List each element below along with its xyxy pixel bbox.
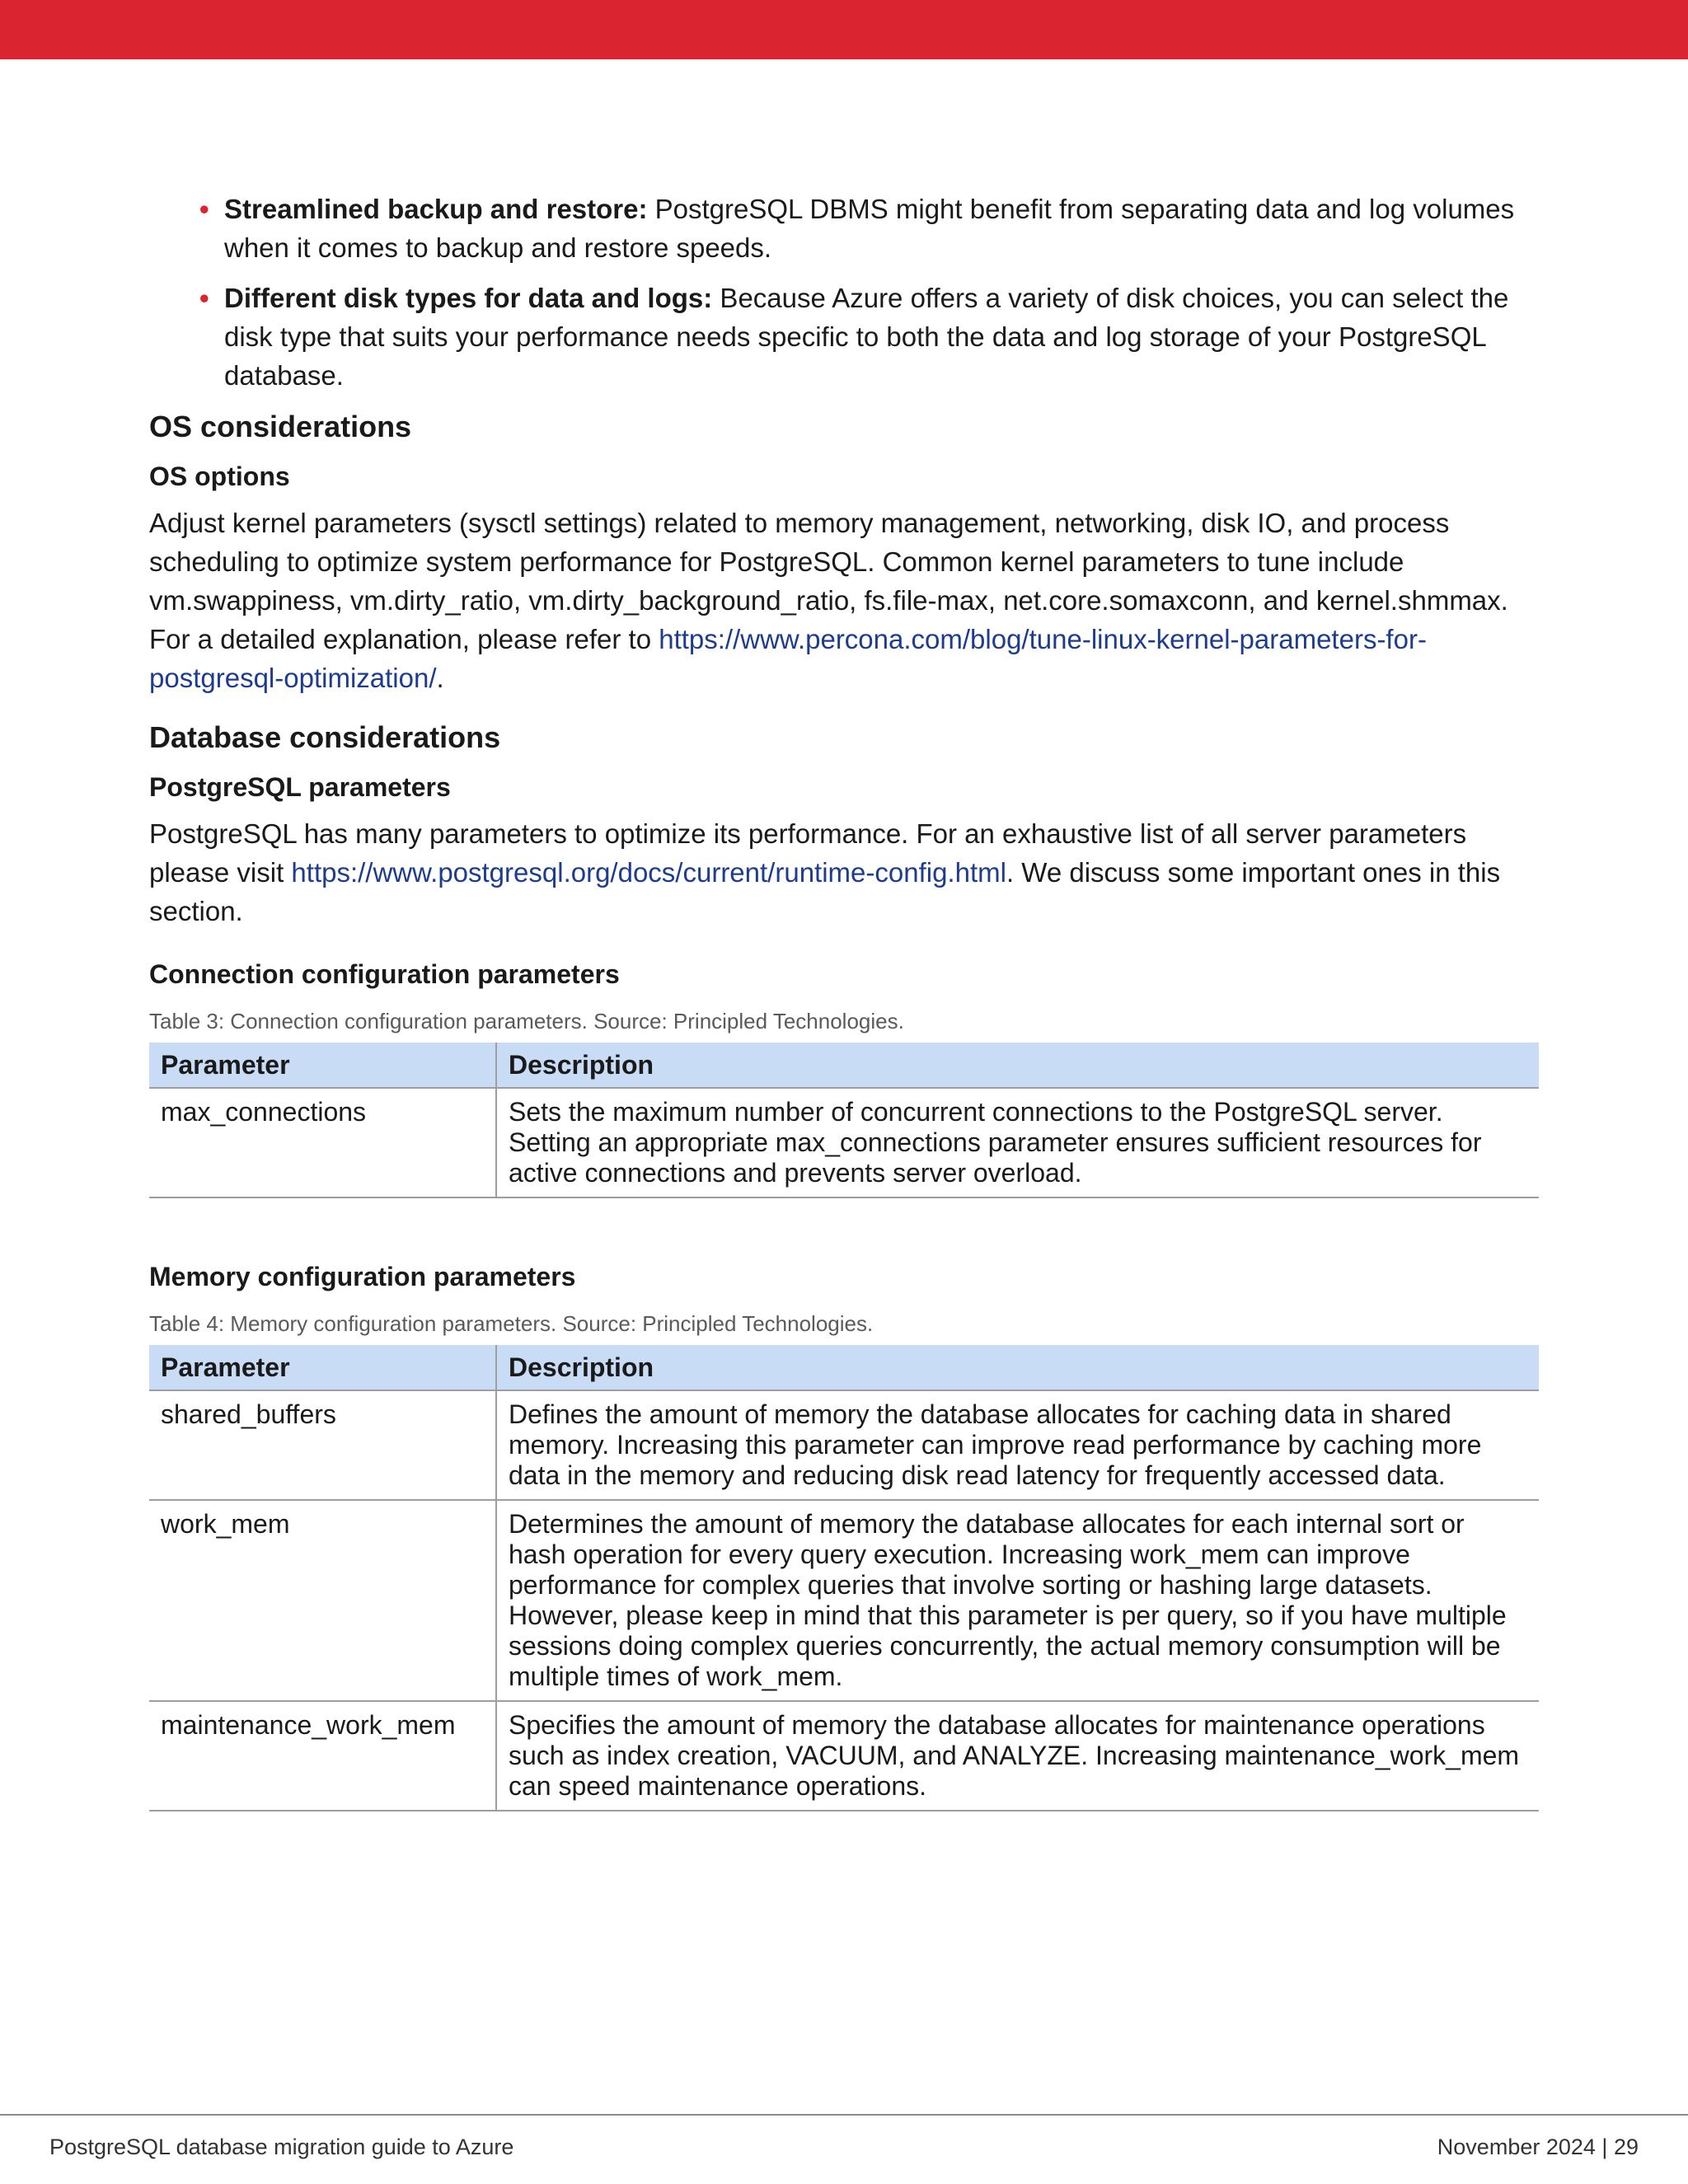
bullet-text: Because Azure offers a variety of disk choices, you can select the disk type that suits your performance needs specific to both the data and log storage of your PostgreSQL database. bbox=[224, 283, 1509, 391]
table-header-row bbox=[149, 1043, 1539, 1088]
os-heading: OS considerations bbox=[149, 410, 412, 443]
bullet-dot-icon: • bbox=[199, 283, 209, 313]
list-item bbox=[199, 190, 1542, 267]
param-description: Specifies the amount of memory the database allocates for maintenance operations such as index creation, VACUUM, and ANALYZE. Increasing maintenance_work_mem can speed maintenance operations. bbox=[496, 1701, 1539, 1811]
os-subheading: OS options bbox=[149, 462, 290, 491]
db-subheading: PostgreSQL parameters bbox=[149, 772, 451, 802]
column-header-description: Description bbox=[496, 1043, 1539, 1088]
bullet-term: Different disk types for data and logs: bbox=[224, 283, 713, 313]
table3-heading: Connection configuration parameters bbox=[149, 959, 620, 989]
table-row bbox=[149, 1390, 1539, 1500]
connection-params-table bbox=[149, 1043, 1539, 1198]
table-row bbox=[149, 1088, 1539, 1197]
param-description: Determines the amount of memory the database allocates for each internal sort or hash operation for every query execution. Increasing work_mem can improve performance for complex queries that involve sorting or hashing large datasets. However, please keep in mind that this parameter is per query, so if you have multiple sessions doing complex queries concurrently, the actual memory consumption will be multiple times of work_mem. bbox=[496, 1500, 1539, 1701]
footer-date: November 2024 bbox=[1437, 2135, 1596, 2159]
header-accent-bar bbox=[0, 0, 1688, 59]
db-paragraph bbox=[149, 814, 1542, 930]
column-header-description: Description bbox=[496, 1345, 1539, 1390]
footer-page-info bbox=[1437, 2135, 1639, 2160]
param-name: maintenance_work_mem bbox=[149, 1701, 496, 1811]
table3-caption: Table 3: Connection configuration parameters. Source: Principled Technologies. bbox=[149, 1009, 904, 1033]
table4-heading: Memory configuration parameters bbox=[149, 1262, 576, 1291]
bullet-term: Streamlined backup and restore: bbox=[224, 194, 648, 224]
table-header-row bbox=[149, 1345, 1539, 1390]
os-paragraph bbox=[149, 504, 1542, 697]
footer-separator: | bbox=[1595, 2135, 1614, 2159]
db-paragraph-end: . We discuss some important ones in this section. bbox=[149, 857, 1501, 926]
table-row bbox=[149, 1701, 1539, 1811]
list-item bbox=[199, 279, 1542, 395]
bullet-text: PostgreSQL DBMS might benefit from separating data and log volumes when it comes to backup and restore speeds. bbox=[224, 194, 1515, 263]
bullet-dot-icon: • bbox=[199, 194, 209, 224]
db-paragraph-text: PostgreSQL has many parameters to optimize its performance. For an exhaustive list of all server parameters please visit bbox=[149, 818, 1467, 888]
percona-link[interactable]: https://www.percona.com/blog/tune-linux-kernel-parameters-for-postgresql-optimization/ bbox=[149, 624, 1427, 693]
page-content bbox=[149, 190, 1542, 1811]
bullet-list bbox=[199, 190, 1542, 395]
param-description: Defines the amount of memory the database allocates for caching data in shared memory. Increasing this parameter can improve read performance by caching more data in the memory and reducing disk read latency for frequently accessed data. bbox=[496, 1390, 1539, 1500]
db-heading: Database considerations bbox=[149, 720, 501, 754]
os-paragraph-text: Adjust kernel parameters (sysctl settings) related to memory management, networking, disk IO, and process scheduling to optimize system performance for PostgreSQL. Common kernel parameters to tune include vm.swappiness, vm.dirty_ratio, vm.dirty_background_ratio, fs.file-max, net.core.somaxconn, and kernel.shmmax. For a detailed explanation, please refer to bbox=[149, 508, 1508, 654]
table-row bbox=[149, 1500, 1539, 1701]
column-header-parameter: Parameter bbox=[149, 1345, 496, 1390]
footer-title: PostgreSQL database migration guide to Azure bbox=[49, 2135, 514, 2159]
param-name: shared_buffers bbox=[149, 1390, 496, 1500]
table4-caption: Table 4: Memory configuration parameters. Source: Principled Technologies. bbox=[149, 1311, 874, 1336]
footer-divider bbox=[0, 2114, 1688, 2116]
page-number: 29 bbox=[1613, 2135, 1639, 2159]
memory-params-table bbox=[149, 1345, 1539, 1811]
os-paragraph-end: . bbox=[436, 663, 444, 693]
postgresql-docs-link[interactable]: https://www.postgresql.org/docs/current/runtime-config.html bbox=[291, 857, 1006, 888]
param-name: work_mem bbox=[149, 1500, 496, 1701]
column-header-parameter: Parameter bbox=[149, 1043, 496, 1088]
param-description: Sets the maximum number of concurrent connections to the PostgreSQL server. Setting an appropriate max_connections parameter ensures sufficient resources for active connections and prevents server overload. bbox=[496, 1088, 1539, 1197]
param-name: max_connections bbox=[149, 1088, 496, 1197]
